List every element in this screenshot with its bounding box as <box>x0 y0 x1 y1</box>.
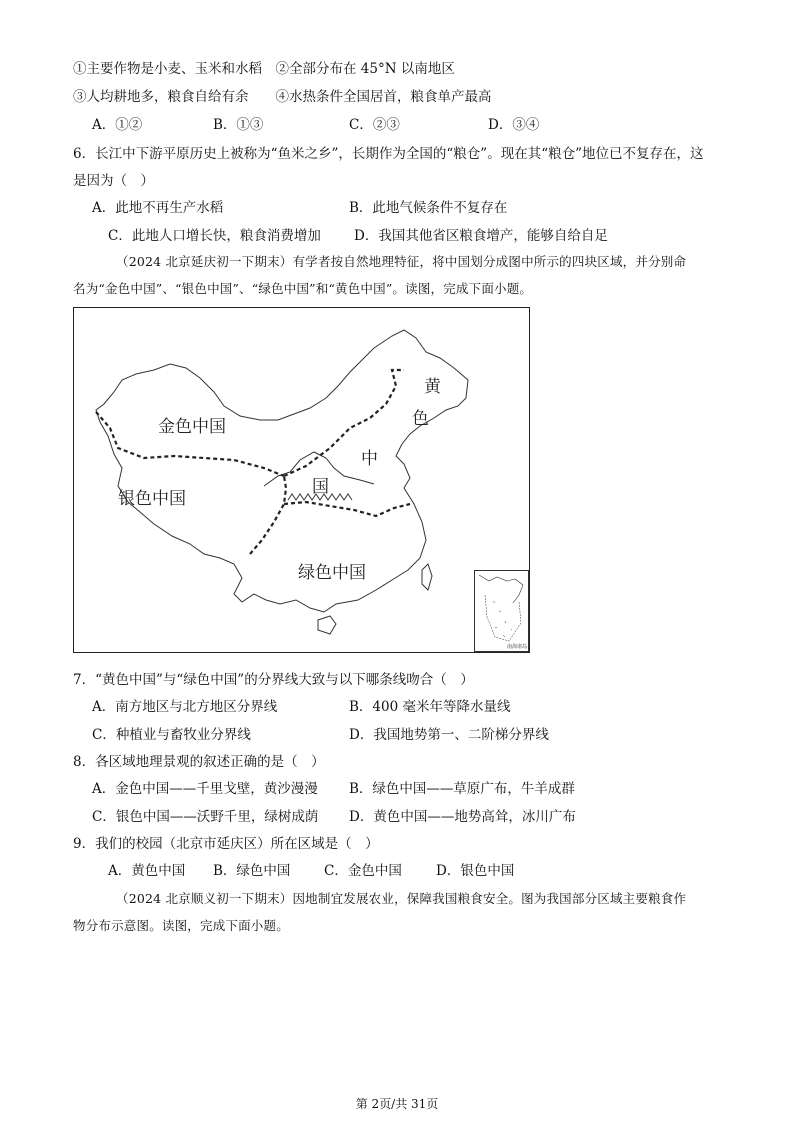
q5-option-c: C．②③ <box>349 117 400 133</box>
china-map-svg <box>74 308 529 652</box>
page-footer: 第 2页/共 31页 <box>355 1097 439 1111</box>
q7-stem: 7．“黄色中国”与“绿色中国”的分界线大致与以下哪条线吻合（ ） <box>73 672 474 688</box>
q6-option-a: A．此地不再生产水稻 <box>92 200 224 216</box>
label-yellow-char-1: 黄 <box>424 377 441 397</box>
south-china-sea-inset <box>474 570 529 652</box>
q5-option-b: B．①③ <box>213 117 264 133</box>
q8-option-a: A．金色中国——千里戈壁，黄沙漫漫 <box>92 781 318 797</box>
inset-border <box>485 595 521 641</box>
china-regions-map <box>73 307 530 653</box>
label-yellow-char-4: 国 <box>312 477 329 497</box>
q9-option-b: B．绿色中国 <box>213 863 291 879</box>
q7-option-b: B．400 毫米年等降水量线 <box>349 699 511 715</box>
taiwan-outline <box>422 564 432 590</box>
q7-option-c: C．种植业与畜牧业分界线 <box>92 727 251 743</box>
q5-option-d: D．③④ <box>488 117 540 133</box>
q7-option-d: D．我国地势第一、二阶梯分界线 <box>349 727 549 743</box>
q9-option-c: C．金色中国 <box>324 863 402 879</box>
q6-stem-line-1: 6．长江中下游平原历史上被称为“鱼米之乡”，长期作为全国的“粮仓”。现在其“粮仓”地位已不复存在，这 <box>73 146 704 162</box>
q6-stem-line-2: 是因为（ ） <box>73 173 154 189</box>
intro-2-line-2: 物分布示意图。读图，完成下面小题。 <box>73 918 289 933</box>
intro-1-line-1: （2024 北京延庆初一下期末）有学者按自然地理特征，将中国划分成图中所示的四块区域，并分别命 <box>116 254 687 269</box>
q6-option-d: D．我国其他省区粮食增产，能够自给自足 <box>354 228 608 244</box>
q9-option-a: A．黄色中国 <box>108 863 186 879</box>
q7-option-a: A．南方地区与北方地区分界线 <box>92 699 278 715</box>
label-silver-china: 银色中国 <box>118 489 186 509</box>
intro-2-line-1: （2024 北京顺义初一下期末）因地制宜发展农业，保障我国粮食安全。图为我国部分区域主要粮食作 <box>116 891 687 906</box>
inset-label: 南海诸岛 <box>506 644 527 650</box>
q6-option-c: C．此地人口增长快，粮食消费增加 <box>108 228 321 244</box>
hainan-outline <box>318 616 336 634</box>
q8-option-d: D．黄色中国——地势高耸，冰川广布 <box>349 809 576 825</box>
q8-stem: 8．各区域地理景观的叙述正确的是（ ） <box>73 754 325 770</box>
q5-statement-line-2: ③人均耕地多，粮食自给有余 ④水热条件全国居首，粮食单产最高 <box>73 89 492 105</box>
q9-option-d: D．银色中国 <box>436 863 515 879</box>
q5-option-a: A．①② <box>92 117 143 133</box>
q8-option-c: C．银色中国——沃野千里，绿树成荫 <box>92 809 319 825</box>
label-yellow-char-3: 中 <box>361 449 378 469</box>
silver-green-boundary <box>250 476 286 554</box>
china-outline <box>96 330 468 612</box>
inset-islands <box>493 601 512 637</box>
q8-option-b: B．绿色中国——草原广布，牛羊成群 <box>349 781 575 797</box>
q5-statement-line-1: ①主要作物是小麦、玉米和水稻 ②全部分布在 45°N 以南地区 <box>73 61 455 77</box>
gold-yellow-boundary <box>284 370 404 476</box>
inset-map-svg <box>475 571 528 651</box>
q9-stem: 9．我们的校园（北京市延庆区）所在区域是（ ） <box>73 836 379 852</box>
yellow-green-boundary <box>284 502 410 516</box>
label-green-china: 绿色中国 <box>298 563 366 583</box>
intro-1-line-2: 名为“金色中国”、“银色中国”、“绿色中国”和“黄色中国”。读图，完成下面小题。 <box>73 281 533 296</box>
q6-option-b: B．此地气候条件不复存在 <box>349 200 508 216</box>
label-yellow-char-2: 色 <box>412 409 429 429</box>
label-gold-china: 金色中国 <box>158 417 226 437</box>
inset-coast <box>479 575 523 603</box>
